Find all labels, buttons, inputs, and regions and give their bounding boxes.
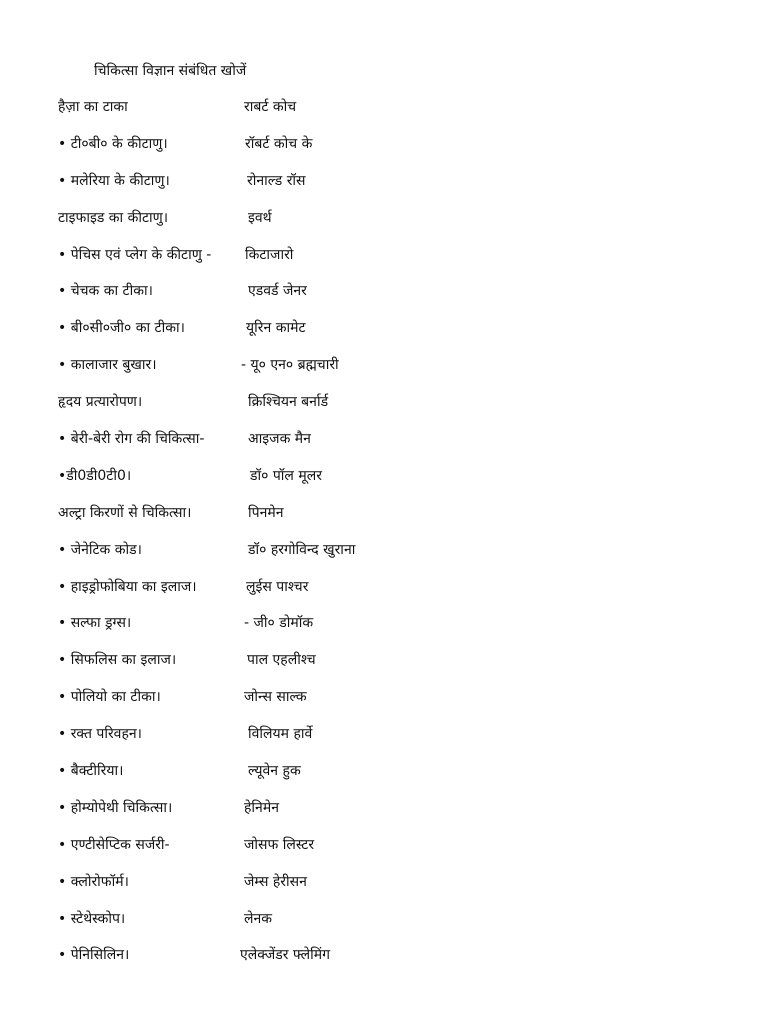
inventor-text: क्रिश्चियन बर्नार्ड <box>248 394 329 411</box>
list-item <box>58 502 738 539</box>
inventor-text: रोनाल्ड रॉस <box>247 172 306 189</box>
discovery-text: टाइफाइड का कीटाणु। <box>58 209 169 226</box>
inventor-text: इवर्थ <box>248 209 272 226</box>
discovery-text: • सिफलिस का इलाज। <box>58 652 177 669</box>
discovery-text: • पोलियो का टीका। <box>58 689 161 706</box>
discovery-list <box>58 96 738 981</box>
list-item <box>58 576 738 613</box>
inventor-text: एलेक्जेंडर फ्लेमिंग <box>240 947 330 964</box>
list-item <box>58 539 738 576</box>
list-item <box>58 391 738 428</box>
list-item <box>58 96 738 133</box>
discovery-text: • चेचक का टीका। <box>58 283 153 300</box>
list-item <box>58 834 738 871</box>
list-item <box>58 908 738 945</box>
inventor-text: लुईस पाश्चर <box>246 578 309 595</box>
list-item <box>58 649 738 686</box>
discovery-text: • एण्टीसेप्टिक सर्जरी- <box>58 836 170 853</box>
discovery-text: • पेचिस एवं प्लेग के कीटाणु - <box>58 246 212 263</box>
discovery-text: • सल्फा ड्रग्स। <box>58 615 132 632</box>
inventor-text: ल्यूवेन हुक <box>248 763 301 780</box>
inventor-text: - यू० एन० ब्रह्मचारी <box>241 357 339 374</box>
inventor-text: रॉबर्ट कोच के <box>245 135 313 152</box>
inventor-text: किटाजारो <box>245 246 294 263</box>
list-item <box>58 760 738 797</box>
inventor-text: जेम्स हेरीसन <box>244 873 307 890</box>
inventor-text: लेनक <box>244 910 273 927</box>
discovery-text: •डी0डी0टी0। <box>58 467 132 484</box>
discovery-text: अल्ट्रा किरणों से चिकित्सा। <box>58 504 192 521</box>
list-item <box>58 465 738 502</box>
list-item <box>58 871 738 908</box>
inventor-text: आइजक मैन <box>248 431 311 448</box>
inventor-text: पाल एहलीश्च <box>247 652 316 669</box>
list-item <box>58 354 738 391</box>
inventor-text: डॉ० हरगोविन्द खुराना <box>248 541 356 558</box>
discovery-text: • कालाजार बुखार। <box>58 357 157 374</box>
discovery-text: • रक्त परिवहन। <box>58 726 142 743</box>
discovery-text: • पेनिसिलिन। <box>58 947 130 964</box>
discovery-text: • होम्योपेथी चिकित्सा। <box>58 799 173 816</box>
discovery-text: हैज़ा का टाका <box>58 99 128 115</box>
inventor-text: डॉ० पॉल मूलर <box>250 467 322 484</box>
discovery-text: हृदय प्रत्यारोपण। <box>58 394 143 411</box>
list-item <box>58 723 738 760</box>
inventor-text: जोन्स साल्क <box>244 689 307 706</box>
discovery-text: • हाइड्रोफोबिया का इलाज। <box>58 578 197 595</box>
list-item <box>58 612 738 649</box>
list-item <box>58 244 738 281</box>
inventor-text: यूरिन कामेट <box>246 320 306 337</box>
discovery-text: • टी०बी० के कीटाणु। <box>58 135 168 152</box>
inventor-text: राबर्ट कोच <box>244 99 297 115</box>
discovery-text: • स्टेथेस्कोप। <box>58 910 126 927</box>
discovery-text: • बी०सी०जी० का टीका। <box>58 320 185 337</box>
list-item <box>58 170 738 207</box>
discovery-text: • बेरी-बेरी रोग की चिकित्सा- <box>58 431 205 448</box>
list-item <box>58 686 738 723</box>
inventor-text: जोसफ लिस्टर <box>244 836 315 853</box>
list-item <box>58 944 738 981</box>
inventor-text: - जी० डोमॉक <box>244 615 314 632</box>
discovery-text: • जेनेटिक कोड। <box>58 541 142 558</box>
page-title: चिकित्सा विज्ञान संबंधित खोजें <box>94 63 247 79</box>
discovery-text: • मलेरिया के कीटाणु। <box>58 172 170 189</box>
list-item <box>58 133 738 170</box>
list-item <box>58 207 738 244</box>
list-item <box>58 797 738 834</box>
discovery-text: • बैक्टीरिया। <box>58 763 124 780</box>
inventor-text: एडवर्ड जेनर <box>248 283 307 300</box>
list-item <box>58 280 738 317</box>
inventor-text: हेनिमेन <box>244 799 279 816</box>
inventor-text: पिनमेन <box>248 504 284 521</box>
list-item <box>58 317 738 354</box>
list-item <box>58 428 738 465</box>
discovery-text: • क्लोरोफॉर्म। <box>58 873 129 890</box>
inventor-text: विलियम हार्वे <box>248 726 313 743</box>
